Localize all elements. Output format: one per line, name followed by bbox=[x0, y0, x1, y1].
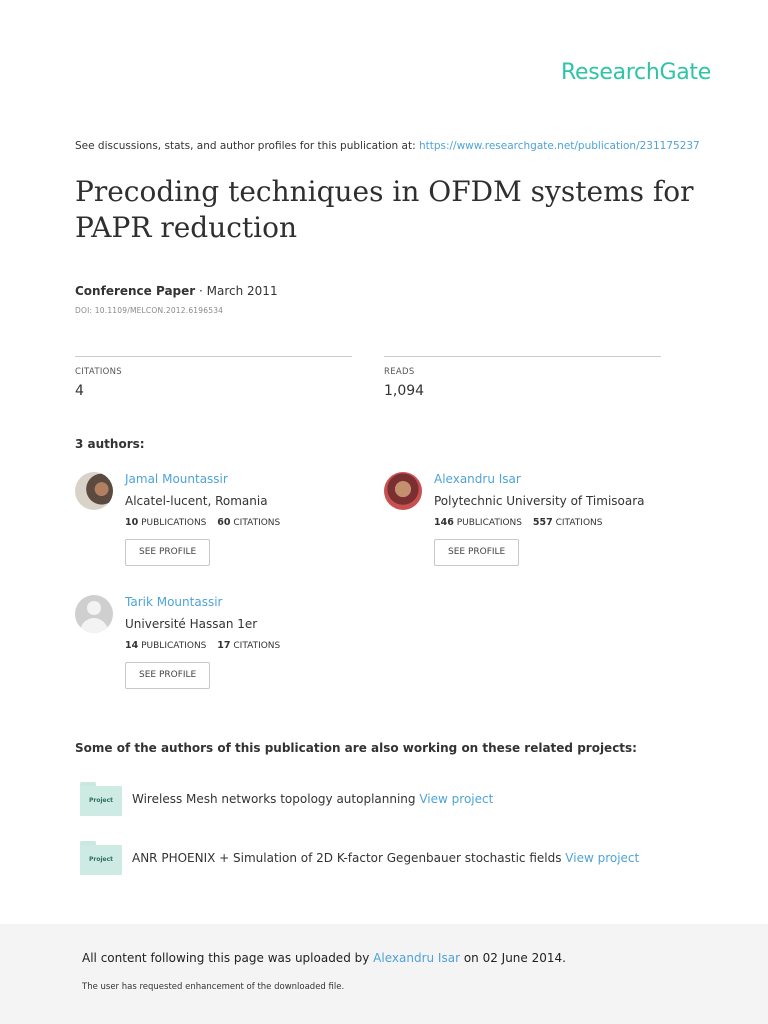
citations-value: 4 bbox=[75, 383, 84, 399]
author-info bbox=[434, 472, 645, 566]
project-text bbox=[132, 851, 639, 865]
see-profile-button[interactable]: SEE PROFILE bbox=[434, 539, 519, 566]
citations-count: 17 bbox=[217, 640, 231, 651]
publications-count: 146 bbox=[434, 517, 454, 528]
project-text bbox=[132, 792, 493, 806]
related-projects-heading: Some of the authors of this publication are also working on these related projects: bbox=[75, 741, 637, 755]
paper-title: Precoding techniques in OFDM systems for PAPR reduction bbox=[75, 175, 694, 244]
upload-note bbox=[82, 951, 566, 965]
publication-link-line bbox=[75, 140, 700, 152]
reads-value: 1,094 bbox=[384, 383, 425, 399]
citations-stat bbox=[75, 356, 352, 399]
authors-heading: 3 authors: bbox=[75, 437, 145, 451]
citations-count: 557 bbox=[532, 517, 553, 528]
project-folder-icon[interactable] bbox=[80, 782, 122, 816]
see-profile-button[interactable]: SEE PROFILE bbox=[125, 662, 210, 689]
footer-panel bbox=[0, 924, 768, 1024]
citations-count: 60 bbox=[217, 517, 231, 528]
publications-label: PUBLICATIONS bbox=[456, 518, 522, 528]
project-title: ANR PHOENIX + Simulation of 2D K-factor Gegenbauer stochastic fields bbox=[132, 851, 562, 865]
request-note: The user has requested enhancement of the downloaded file. bbox=[82, 982, 345, 992]
author-affiliation: Polytechnic University of Timisoara bbox=[434, 494, 645, 508]
author-counts bbox=[434, 517, 645, 528]
author-avatar[interactable] bbox=[384, 472, 422, 510]
author-name-link[interactable]: Alexandru Isar bbox=[434, 472, 521, 486]
uploader-link[interactable]: Alexandru Isar bbox=[373, 951, 460, 965]
publications-label: PUBLICATIONS bbox=[141, 518, 207, 528]
project-icon-label: Project bbox=[80, 786, 122, 816]
project-title: Wireless Mesh networks topology autoplanning bbox=[132, 792, 416, 806]
author-affiliation: Université Hassan 1er bbox=[125, 617, 258, 631]
view-project-link[interactable]: View project bbox=[419, 792, 494, 806]
publications-label: PUBLICATIONS bbox=[141, 641, 207, 651]
author-name-link[interactable]: Jamal Mountassir bbox=[125, 472, 228, 486]
author-name-link[interactable]: Tarik Mountassir bbox=[125, 595, 223, 609]
upload-prefix: All content following this page was uploaded by bbox=[82, 951, 374, 965]
publications-count: 10 bbox=[125, 517, 139, 528]
citations-label: CITATIONS bbox=[75, 367, 122, 377]
reads-stat bbox=[384, 356, 661, 399]
view-project-link[interactable]: View project bbox=[565, 851, 640, 865]
author-affiliation: Alcatel-lucent, Romania bbox=[125, 494, 268, 508]
author-avatar[interactable] bbox=[75, 472, 113, 510]
user-icon[interactable] bbox=[75, 595, 113, 633]
author-info bbox=[125, 472, 280, 566]
researchgate-logo[interactable]: ResearchGate bbox=[560, 60, 711, 85]
paper-meta bbox=[75, 284, 278, 298]
paper-doi: DOI: 10.1109/MELCON.2012.6196534 bbox=[75, 306, 224, 315]
publications-count: 14 bbox=[125, 640, 139, 651]
reads-label: READS bbox=[384, 367, 415, 377]
publication-url-link[interactable]: https://www.researchgate.net/publication/231175237 bbox=[418, 140, 700, 152]
see-profile-button[interactable]: SEE PROFILE bbox=[125, 539, 210, 566]
author-info bbox=[125, 595, 280, 689]
project-icon-label: Project bbox=[80, 845, 122, 875]
see-discussions-text: See discussions, stats, and author profiles for this publication at: bbox=[75, 140, 419, 152]
paper-type: Conference Paper bbox=[75, 284, 196, 298]
citations-label: CITATIONS bbox=[233, 641, 281, 651]
upload-suffix: on 02 June 2014. bbox=[460, 951, 566, 965]
author-counts bbox=[125, 517, 280, 528]
author-counts bbox=[125, 640, 280, 651]
project-folder-icon[interactable] bbox=[80, 841, 122, 875]
paper-date: · March 2011 bbox=[195, 284, 278, 298]
citations-label: CITATIONS bbox=[233, 518, 281, 528]
citations-label: CITATIONS bbox=[555, 518, 603, 528]
